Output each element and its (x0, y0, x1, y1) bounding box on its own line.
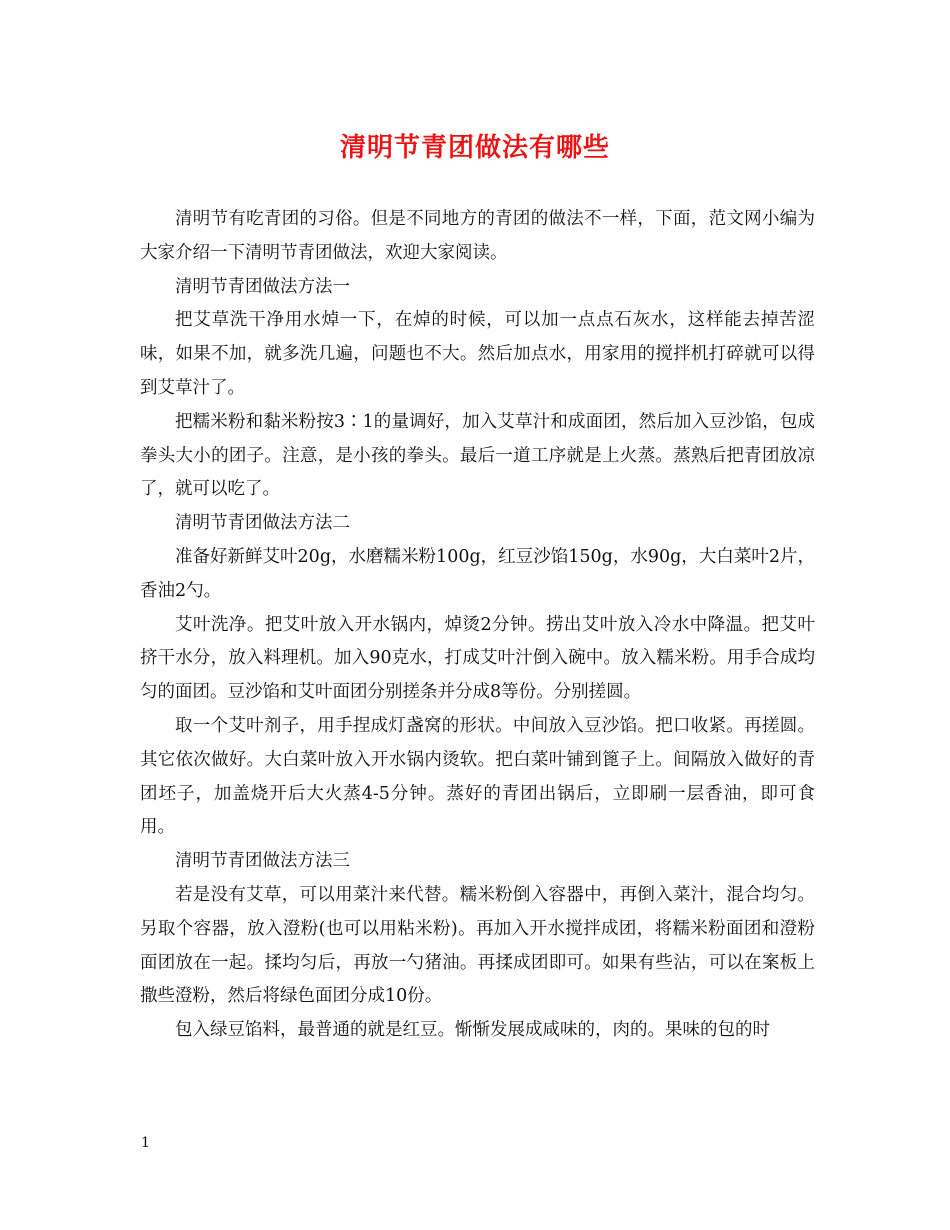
method-one-heading: 清明节青团做法方法一 (175, 276, 350, 297)
method-three-heading: 清明节青团做法方法三 (175, 851, 350, 872)
intro-paragraph: 清明节有吃青团的习俗。但是不同地方的青团的做法不一样，下面，范文网小编为大家介绍一下清明节青团做法，欢迎大家阅读。 (140, 209, 815, 263)
document-body (140, 203, 815, 1048)
method-two-heading: 清明节青团做法方法二 (175, 513, 350, 534)
method-one-step-2: 把糯米粉和黏米粉按3∶1的量调好，加入艾草汁和成面团，然后加入豆沙馅，包成拳头大小的团子。注意，是小孩的拳头。最后一道工序就是上火蒸。蒸熟后把青团放凉了，就可以吃了。 (140, 411, 815, 500)
method-two-step-1: 艾叶洗净。把艾叶放入开水锅内，焯烫2分钟。捞出艾叶放入冷水中降温。把艾叶挤干水分，放入料理机。加入90克水，打成艾叶汁倒入碗中。放入糯米粉。用手合成均匀的面团。豆沙馅和艾叶面团分别搓条并分成8等份。分别搓圆。 (140, 614, 815, 703)
page-number: 1 (141, 1135, 150, 1151)
method-three-step-2: 包入绿豆馅料，最普通的就是红豆。惭惭发展成咸味的，肉的。果味的包的时 (175, 1020, 770, 1041)
method-two-ingredients: 准备好新鲜艾叶20g，水磨糯米粉100g，红豆沙馅150g，水90g，大白菜叶2片，香油2勺。 (140, 546, 815, 601)
document-title: 清明节青团做法有哪些 (339, 133, 610, 163)
method-one-step-1: 把艾草洗干净用水焯一下，在焯的时候，可以加一点点石灰水，这样能去掉苦涩味，如果不加，就多洗几遍，问题也不大。然后加点水，用家用的搅拌机打碎就可以得到艾草汁了。 (140, 310, 815, 398)
method-two-step-2: 取一个艾叶剂子，用手捏成灯盏窝的形状。中间放入豆沙馅。把口收紧。再搓圆。其它依次做好。大白菜叶放入开水锅内烫软。把白菜叶铺到篦子上。间隔放入做好的青团坯子，加盖烧开后大火蒸4-5分钟。蒸好的青团出锅后，立即刷一层香油，即可食用。 (140, 715, 815, 838)
method-three-step-1: 若是没有艾草，可以用菜汁来代替。糯米粉倒入容器中，再倒入菜汁，混合均匀。另取个容器，放入澄粉(也可以用粘米粉)。再加入开水搅拌成团，将糯米粉面团和澄粉面团放在一起。揉均匀后，再放一勺猪油。再揉成团即可。如果有些沾，可以在案板上撒些澄粉，然后将绿色面团分成10份。 (140, 884, 815, 1007)
